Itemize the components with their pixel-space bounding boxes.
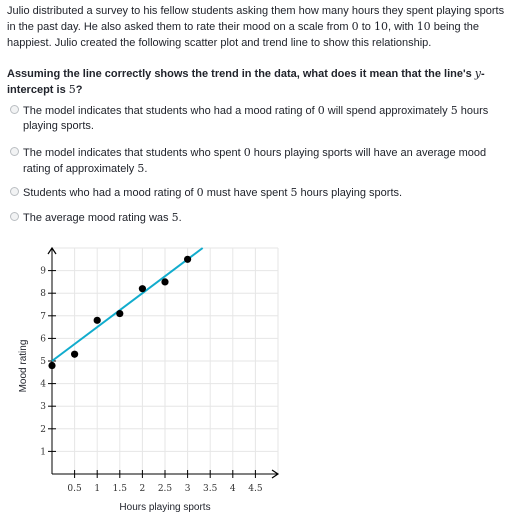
y-tick-label: 6 bbox=[40, 334, 46, 345]
data-point bbox=[161, 278, 168, 285]
choice-text-part: . bbox=[178, 212, 182, 224]
y-tick-label: 3 bbox=[40, 402, 46, 413]
x-tick-label: 3 bbox=[184, 484, 191, 494]
y-tick-label: 7 bbox=[40, 311, 46, 322]
data-point bbox=[184, 256, 191, 263]
choice-text-part: The model indicates that students who spent bbox=[23, 147, 244, 159]
y-tick-label: 5 bbox=[40, 357, 46, 367]
question-text-3: ? bbox=[75, 84, 83, 96]
data-point bbox=[116, 310, 123, 317]
choice-text-part: hours playing sports. bbox=[297, 187, 403, 199]
intro-text-2: to bbox=[358, 21, 374, 33]
radio-button[interactable] bbox=[10, 147, 19, 156]
intro-text-1: Julio distributed a survey to his fellow students asking them how many hours they spent playing sports in the past day. He also asked them to rate their mood on a scale from bbox=[7, 5, 505, 33]
choice-text-part: hours playing sports will have an average mood rating of approximately bbox=[23, 147, 487, 175]
choice-text-part: . bbox=[144, 163, 148, 175]
choice-text-part: The average mood rating was bbox=[23, 212, 172, 224]
choice-math: 5 bbox=[290, 186, 298, 199]
choice-math: 0 bbox=[317, 104, 325, 117]
choice-text-part: hours playing sports. bbox=[23, 105, 489, 132]
choice-math: 0 bbox=[243, 146, 251, 159]
data-point bbox=[94, 317, 101, 324]
data-point bbox=[139, 285, 146, 292]
choice-text bbox=[23, 103, 503, 134]
choice-math: 0 bbox=[196, 186, 204, 199]
choice-text-part: must have spent bbox=[203, 187, 291, 199]
intro-text-3: , with bbox=[387, 21, 417, 33]
y-tick-label: 9 bbox=[40, 266, 46, 277]
y-tick-label: 8 bbox=[40, 289, 46, 300]
x-tick-label: 0.5 bbox=[67, 484, 82, 494]
scatter-plot-svg bbox=[0, 240, 300, 518]
choice-math: 5 bbox=[137, 162, 145, 175]
x-axis-label: Hours playing sports bbox=[119, 502, 211, 513]
intro-number-0: 0 bbox=[351, 20, 359, 33]
radio-button[interactable] bbox=[10, 212, 19, 221]
choice-text bbox=[23, 145, 503, 177]
intro-number-10-b: 10 bbox=[416, 20, 431, 33]
y-tick-label: 2 bbox=[40, 424, 46, 435]
question-prompt bbox=[7, 66, 507, 98]
y-axis-label: Mood rating bbox=[18, 339, 29, 393]
choice-text bbox=[23, 185, 503, 201]
y-tick-label: 1 bbox=[40, 447, 46, 458]
radio-button[interactable] bbox=[10, 105, 19, 114]
question-value: 5 bbox=[68, 83, 76, 96]
x-tick-label: 1 bbox=[94, 484, 101, 494]
data-point bbox=[48, 362, 55, 369]
scatter-plot bbox=[0, 240, 300, 518]
x-tick-label: 3.5 bbox=[203, 484, 218, 494]
intro-number-10: 10 bbox=[373, 20, 388, 33]
question-variable: y bbox=[474, 67, 481, 80]
x-tick-label: 4 bbox=[229, 484, 236, 494]
intro-text-4: being the happiest. Julio created the following scatter plot and trend line to show this relationship. bbox=[7, 21, 480, 49]
problem-intro bbox=[7, 3, 507, 51]
choice-text-part: The model indicates that students who had a mood rating of bbox=[23, 105, 318, 117]
x-tick-label: 4.5 bbox=[248, 484, 263, 494]
x-tick-label: 1.5 bbox=[112, 484, 127, 494]
y-tick-label: 4 bbox=[40, 379, 46, 390]
choice-text-part: will spend approximately bbox=[324, 105, 451, 117]
x-tick-label: 2 bbox=[139, 484, 146, 494]
data-point bbox=[71, 351, 78, 358]
choice-math: 5 bbox=[450, 104, 458, 117]
choice-text bbox=[23, 210, 503, 226]
radio-button[interactable] bbox=[10, 187, 19, 196]
choice-text-part: Students who had a mood rating of bbox=[23, 187, 197, 199]
question-text-2: -intercept is bbox=[7, 68, 485, 96]
question-text-1: Assuming the line correctly shows the trend in the data, what does it mean that the line's bbox=[7, 68, 475, 80]
x-tick-label: 2.5 bbox=[157, 484, 173, 494]
choice-math: 5 bbox=[171, 211, 179, 224]
